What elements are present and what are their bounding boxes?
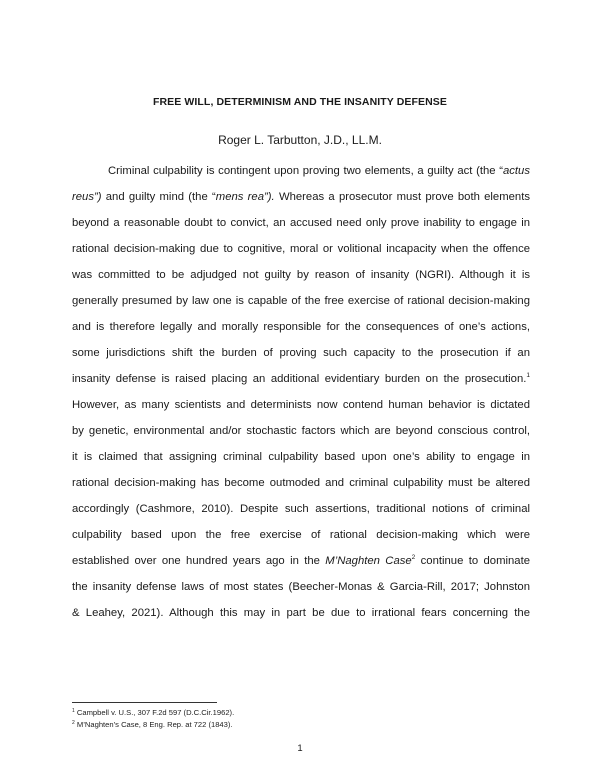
footnote-ref-1[interactable]: 1: [526, 372, 530, 379]
body-line: & Leahey, 2021). Although this may in part be due to irrational fears concerning the: [72, 607, 530, 619]
body-line: However, as many scientists and determinists now contend human behavior is dictated: [72, 399, 530, 411]
body-line: and is therefore legally and morally responsible for the consequences of one’s actions,: [72, 321, 530, 333]
body-line: insanity defense is raised placing an additional evidentiary burden on the prosecution.$^1$: [72, 372, 530, 385]
body-text: [72, 158, 530, 626]
body-line: it is claimed that assigning criminal culpability based upon one’s ability to engage in: [72, 451, 530, 463]
footnote-ref-2[interactable]: 2: [411, 554, 416, 561]
body-line: by genetic, environmental and/or stochastic factors which are beyond conscious control,: [72, 425, 530, 437]
body-line: reus”) and guilty mind (the “mens rea”). Whereas a prosecutor must prove both elements: [72, 191, 530, 203]
body-line: beyond a reasonable doubt to convict, an accused need only prove inability to engage in: [72, 217, 530, 229]
page-number: 1: [297, 743, 303, 754]
body-line: culpability based upon the free exercise of rational decision-making which were: [72, 529, 530, 541]
body-line: was committed to be adjudged not guilty by reason of insanity (NGRI). Although it is: [72, 269, 530, 281]
body-line: some jurisdictions shift the burden of proving such capacity to the prosecution if an: [72, 347, 530, 359]
body-line: generally presumed by law one is capable of the free exercise of rational decision-making: [72, 295, 530, 307]
body-line: established over one hundred years ago in the M’Naghten Case$^2$ continue to dominate: [72, 554, 530, 567]
footnote-separator: [72, 702, 217, 703]
footnote-2: $^2$ M’Naghten’s Case, 8 Eng. Rep. at 722 (1843).: [72, 720, 233, 729]
body-line: the insanity defense laws of most states (Beecher-Monas & Garcia-Rill, 2017; Johnston: [72, 581, 530, 593]
body-line: rational decision-making has become outmoded and criminal culpability must be altered: [72, 477, 530, 489]
body-line: Criminal culpability is contingent upon proving two elements, a guilty act (the “actus: [108, 165, 530, 177]
paper-title: FREE WILL, DETERMINISM AND THE INSANITY DEFENSE: [152, 96, 448, 108]
author-line: Roger L. Tarbutton, J.D., LL.M.: [218, 133, 382, 147]
body-line: rational decision-making due to cognitive, moral or volitional incapacity when the offence: [72, 243, 530, 255]
body-line: accordingly (Cashmore, 2010). Despite such assertions, traditional notions of criminal: [72, 503, 530, 515]
footnote-1: $^1$ Campbell v. U.S., 307 F.2d 597 (D.C.Cir.1962).: [72, 708, 235, 717]
